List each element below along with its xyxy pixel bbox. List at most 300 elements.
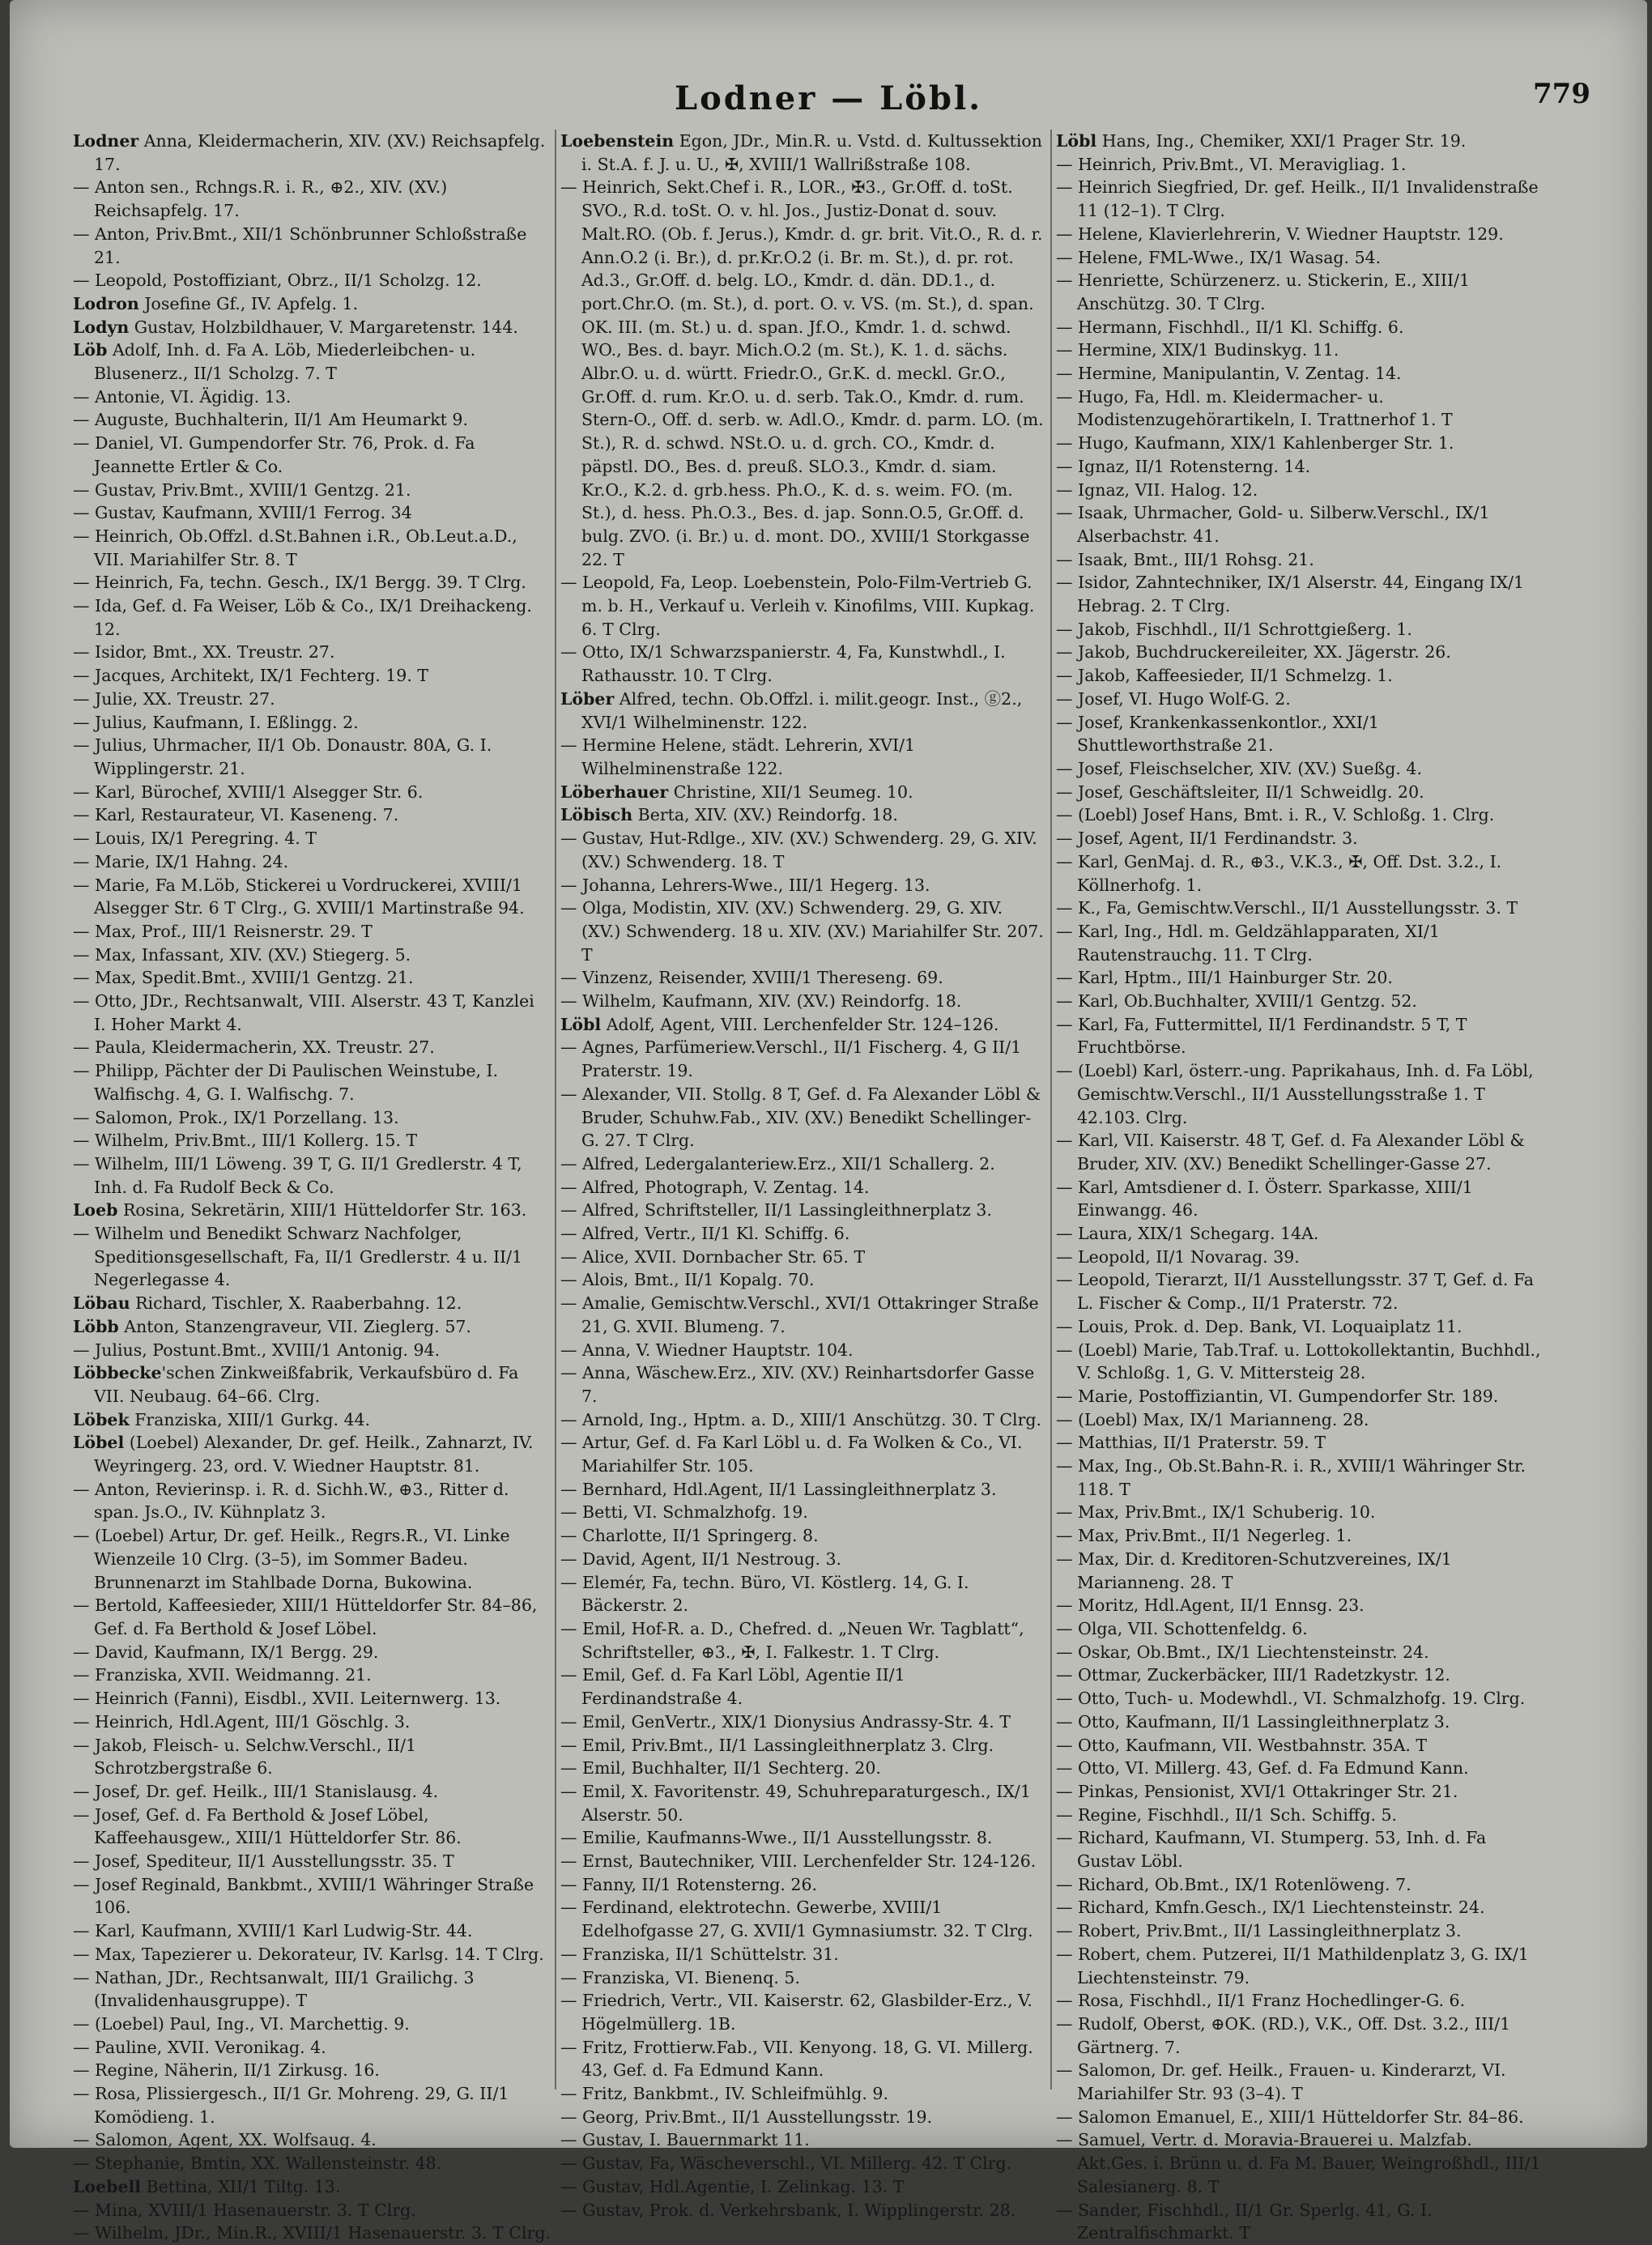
entry-text: — (Loebl) Max, IX/1 Marianneng. 28.	[1056, 1409, 1369, 1429]
entry-text: — Salomon Emanuel, E., XIII/1 Hütteldorfer Str. 84–86.	[1056, 2107, 1524, 2127]
directory-entry	[1056, 1431, 1542, 1455]
directory-entry	[73, 1036, 551, 1059]
entry-text: — Isaak, Uhrmacher, Gold- u. Silberw.Verschl., IX/1 Alserbachstr. 41.	[1056, 503, 1490, 546]
entry-text: — Jacques, Architekt, IX/1 Fechterg. 19. T	[73, 666, 429, 686]
entry-text: — Alice, XVII. Dornbacher Str. 65. T	[560, 1246, 866, 1267]
entry-text: — Karl, VII. Kaiserstr. 48 T, Gef. d. Fa Alexander Löbl & Bruder, XIV. (XV.) Benedikt Schellinger-Gasse 27.	[1056, 1131, 1525, 1174]
directory-entry	[560, 2175, 1046, 2199]
entry-text: — Richard, Kmfn.Gesch., IX/1 Liechtensteinstr. 24.	[1056, 1898, 1485, 1918]
directory-entry	[1056, 1176, 1542, 1222]
directory-entry	[1056, 966, 1542, 990]
column-middle	[560, 130, 1046, 2220]
entry-surname: Löbb	[73, 1316, 119, 1336]
entry-text: — Heinrich, Fa, techn. Gesch., IX/1 Bergg. 39. T Clrg.	[73, 573, 526, 593]
entry-text: — Gustav, Kaufmann, XVIII/1 Ferrog. 34	[73, 503, 412, 523]
directory-entry	[1056, 548, 1542, 572]
entry-text: — Hugo, Kaufmann, XIX/1 Kahlenberger Str. 1.	[1056, 433, 1454, 454]
entry-text: — Fritz, Frottierw.Fab., VII. Kenyong. 18, G. VI. Millerg. 43, Gef. d. Fa Edmund Kann.	[560, 2037, 1033, 2081]
directory-entry	[73, 1919, 551, 1943]
entry-text: — Josef, Dr. gef. Heilk., III/1 Stanislausg. 4.	[73, 1781, 439, 1801]
entry-text: — Bertold, Kaffeesieder, XIII/1 Hütteldorfer Str. 84–86, Gef. d. Fa Berthold & Josef Löbel.	[73, 1595, 538, 1638]
directory-entry	[1056, 1687, 1542, 1710]
entry-surname: Löbbecke	[73, 1363, 162, 1383]
directory-entry	[73, 1315, 551, 1339]
entry-text: Christine, XII/1 Seumeg. 10.	[668, 782, 913, 802]
directory-entry	[1056, 1873, 1542, 1897]
entry-text: Adolf, Agent, VIII. Lerchenfelder Str. 124–126.	[601, 1014, 999, 1034]
directory-entry	[560, 1292, 1046, 1338]
directory-entry	[1056, 2059, 1542, 2105]
entry-text: — Wilhelm und Benedikt Schwarz Nachfolger, Speditionsgesellschaft, Fa, II/1 Gredlerstr. 4 u. II/1 Negerlegasse 4.	[73, 1224, 523, 1290]
entry-surname: Loebenstein	[560, 131, 675, 151]
directory-entry	[73, 1966, 551, 2013]
entry-text: — Wilhelm, III/1 Löweng. 39 T, G. II/1 Gredlerstr. 4 T, Inh. d. Fa Rudolf Beck & Co.	[73, 1153, 522, 1197]
entry-text: — Ida, Gef. d. Fa Weiser, Löb & Co., IX/1 Dreihackeng. 12.	[73, 596, 532, 639]
directory-entry	[73, 1129, 551, 1152]
entry-text: — Max, Spedit.Bmt., XVIII/1 Gentzg. 21.	[73, 968, 414, 988]
entry-text: Adolf, Inh. d. Fa A. Löb, Miederleibchen- u. Blusenerz., II/1 Scholzg. 7. T	[94, 340, 476, 384]
directory-entry	[1056, 1641, 1542, 1664]
directory-entry	[1056, 1919, 1542, 1943]
directory-entry	[1056, 1455, 1542, 1501]
entry-text: — Stephanie, Bmtin, XX. Wallensteinstr. 48.	[73, 2153, 442, 2174]
entry-text: — Emil, Gef. d. Fa Karl Löbl, Agentie II/1 Ferdinandstraße 4.	[560, 1665, 905, 1709]
directory-entry	[560, 1617, 1046, 1664]
entry-text: — Emil, Priv.Bmt., II/1 Lassingleithnerplatz 3. Clrg.	[560, 1735, 994, 1755]
entry-text: — Otto, JDr., Rechtsanwalt, VIII. Alserstr. 43 T, Kanzlei I. Hoher Markt 4.	[73, 991, 534, 1034]
directory-entry	[73, 1687, 551, 1710]
directory-entry	[1056, 1524, 1542, 1548]
entry-text: — Hermine, XIX/1 Budinskyg. 11.	[1056, 340, 1339, 360]
directory-entry	[1056, 757, 1542, 781]
directory-entry	[73, 944, 551, 967]
directory-entry	[1056, 2128, 1542, 2198]
directory-entry	[73, 1710, 551, 1734]
entry-text: — Marie, Fa M.Löb, Stickerei u Vordruckerei, XVIII/1 Alsegger Str. 6 T Clrg., G. XVIII/1 Martinstraße 94.	[73, 875, 525, 918]
directory-entry	[73, 781, 551, 804]
directory-entry	[1056, 223, 1542, 246]
directory-entry	[1056, 688, 1542, 711]
entry-surname: Löbisch	[560, 805, 633, 825]
directory-entry	[73, 990, 551, 1036]
directory-entry	[560, 2199, 1046, 2222]
directory-entry	[560, 1989, 1046, 2035]
directory-entry	[73, 850, 551, 874]
directory-entry	[1056, 1315, 1542, 1339]
entry-text: — Emil, Hof-R. a. D., Chefred. d. „Neuen Wr. Tagblatt“, Schriftsteller, ⊕3., ✠, I. Falkestr. 1. T Clrg.	[560, 1619, 1024, 1662]
entry-text: — Karl, Amtsdiener d. I. Österr. Sparkasse, XIII/1 Einwangg. 46.	[1056, 1177, 1473, 1220]
directory-entry	[1056, 479, 1542, 502]
entry-text: — Olga, Modistin, XIV. (XV.) Schwenderg. 29, G. XIV. (XV.) Schwenderg. 18 u. XIV. (XV.) Mariahilfer Str. 207. T	[560, 898, 1044, 965]
entry-text: — Leopold, II/1 Novarag. 39.	[1056, 1246, 1300, 1267]
entry-text: — Alfred, Photograph, V. Zentag. 14.	[560, 1177, 870, 1197]
entry-text: — Rosa, Plissiergesch., II/1 Gr. Mohreng. 29, G. II/1 Komödieng. 1.	[73, 2084, 509, 2127]
directory-entry	[1056, 269, 1542, 315]
entry-text: — Bernhard, Hdl.Agent, II/1 Lassingleithnerplatz 3.	[560, 1479, 997, 1499]
entry-text: — Amalie, Gemischtw.Verschl., XVI/1 Ottakringer Straße 21, G. XVII. Blumeng. 7.	[560, 1293, 1039, 1336]
entry-text: — Julius, Uhrmacher, II/1 Ob. Donaustr. 80A, G. I. Wipplingerstr. 21.	[73, 735, 492, 778]
entry-text: — Johanna, Lehrers-Wwe., III/1 Hegerg. 13.	[560, 875, 930, 895]
entry-text: — Helene, Klavierlehrerin, V. Wiedner Hauptstr. 129.	[1056, 224, 1504, 244]
directory-entry	[560, 1850, 1046, 1873]
entry-text: — Betti, VI. Schmalzhofg. 19.	[560, 1502, 808, 1523]
entry-text: — Regine, Fischhdl., II/1 Sch. Schiffg. 5.	[1056, 1804, 1398, 1825]
entry-text: — Julius, Kaufmann, I. Eßlingg. 2.	[73, 712, 359, 732]
directory-entry	[560, 1199, 1046, 1222]
directory-entry	[73, 386, 551, 409]
directory-entry	[560, 1826, 1046, 1850]
directory-entry	[560, 827, 1046, 873]
directory-entry	[1056, 920, 1542, 966]
entry-text: — Anton, Revierinsp. i. R. d. Sichh.W., ⊕3., Ritter d. span. Js.O., IV. Kühnplatz 3.	[73, 1479, 509, 1523]
entry-surname: Lodyn	[73, 317, 130, 337]
entry-text: — Ignaz, VII. Halog. 12.	[1056, 479, 1258, 500]
directory-entry	[73, 408, 551, 432]
entry-text: — Heinrich, Priv.Bmt., VI. Meravigliag. 1.	[1056, 154, 1407, 174]
directory-entry	[1056, 501, 1542, 547]
entry-surname: Löbek	[73, 1409, 130, 1429]
entry-text: — Leopold, Tierarzt, II/1 Ausstellungsstr. 37 T, Gef. d. Fa L. Fischer & Comp., II/1 Praterstr. 72.	[1056, 1270, 1535, 1314]
directory-entry	[73, 2128, 551, 2152]
entry-text: — Robert, Priv.Bmt., II/1 Lassingleithnerplatz 3.	[1056, 1921, 1462, 1941]
entry-text: — Max, Tapezierer u. Dekorateur, IV. Karlsg. 14. T Clrg.	[73, 1944, 544, 1964]
directory-entry	[73, 1199, 551, 1222]
entry-text: — Auguste, Buchhalterin, II/1 Am Heumarkt 9.	[73, 410, 468, 430]
entry-text: — Matthias, II/1 Praterstr. 59. T	[1056, 1433, 1326, 1453]
directory-entry	[1056, 130, 1542, 153]
entry-text: — Laura, XIX/1 Schegarg. 14A.	[1056, 1224, 1319, 1244]
directory-entry	[560, 897, 1046, 966]
entry-text: — Emil, GenVertr., XIX/1 Dionysius Andrassy-Str. 4. T	[560, 1711, 1011, 1732]
directory-entry	[1056, 1617, 1542, 1641]
entry-text: — Josef, VI. Hugo Wolf-G. 2.	[1056, 688, 1291, 709]
entry-text: — Karl, GenMaj. d. R., ⊕3., V.K.3., ✠, Off. Dst. 3.2., I. Köllnerhofg. 1.	[1056, 851, 1502, 895]
entry-text: — Samuel, Vertr. d. Moravia-Brauerei u. Malzfab. Akt.Ges. i. Brünn u. d. Fa M. Bauer, Weingroßhdl., III/1 Salesianerg. 8. T	[1056, 2130, 1541, 2196]
entry-text: — Anton sen., Rchngs.R. i. R., ⊕2., XIV. (XV.) Reichsapfelg. 17.	[73, 177, 448, 221]
entry-text: — Franziska, VI. Bienenq. 5.	[560, 1967, 800, 1987]
directory-entry	[73, 571, 551, 594]
entry-text: — Alfred, Vertr., II/1 Kl. Schiffg. 6.	[560, 1224, 850, 1244]
entry-text: — Isaak, Bmt., III/1 Rohsg. 21.	[1056, 549, 1314, 569]
directory-entry	[1056, 1059, 1542, 1129]
directory-entry	[560, 641, 1046, 687]
entry-text: — Marie, Postoffiziantin, VI. Gumpendorfer Str. 189.	[1056, 1386, 1499, 1406]
entry-text: — Regine, Näherin, II/1 Zirkusg. 16.	[73, 2060, 380, 2081]
directory-entry	[1056, 803, 1542, 827]
directory-entry	[73, 1594, 551, 1640]
directory-entry	[73, 1804, 551, 1850]
entry-text: — Jakob, Fleisch- u. Selchw.Verschl., II/1 Schrotzbergstraße 6.	[73, 1735, 417, 1779]
entry-text: — Pinkas, Pensionist, XVI/1 Ottakringer Str. 21.	[1056, 1781, 1458, 1801]
directory-entry	[560, 1548, 1046, 1571]
directory-entry	[1056, 1989, 1542, 2013]
directory-entry	[1056, 1385, 1542, 1408]
entry-text: — Agnes, Parfümeriew.Verschl., II/1 Fischerg. 4, G II/1 Praterstr. 19.	[560, 1037, 1022, 1081]
entry-text: — Gustav, Priv.Bmt., XVIII/1 Gentzg. 21.	[73, 479, 411, 500]
entry-text: — Josef, Fleischselcher, XIV. (XV.) Sueßg. 4.	[1056, 758, 1422, 778]
entry-text: — Gustav, Prok. d. Verkehrsbank, I. Wipplingerstr. 28.	[560, 2200, 1016, 2220]
entry-text: — Arnold, Ing., Hptm. a. D., XIII/1 Anschützg. 30. T Clrg.	[560, 1409, 1042, 1429]
directory-entry	[560, 1571, 1046, 1617]
directory-entry	[73, 664, 551, 688]
entry-text: — Daniel, VI. Gumpendorfer Str. 76, Prok. d. Fa Jeannette Ertler & Co.	[73, 433, 475, 476]
entry-text: — Moritz, Hdl.Agent, II/1 Ennsg. 23.	[1056, 1595, 1365, 1616]
entry-text: — Olga, VII. Schottenfeldg. 6.	[1056, 1619, 1308, 1638]
entry-text: — Heinrich, Sekt.Chef i. R., LOR., ✠3., Gr.Off. d. toSt. SVO., R.d. toSt. O. v. hl. Jos., Justiz-Donat d. souv. Malt.RO. (Ob. f. Jerus.), Kmdr. d. gr. brit. Vit.O., R. d. r. Ann.O.2 (i. Br.), d. pr.Kr.O.2 (i. Br. m. St.), d. pr. rot. Ad.3., Gr.Off. d. belg. LO., Kmdr. d. dän. DD.1., d. port.Chr.O. (m. St.), d. port. O. v. VS. (m. St.), d. span. OK. III. (m. St.) u. d. span. Jf.O., Kmdr. 1. d. schwd. WO., Bes. d. bayr. Mich.O.2 (m. St.), K. 1. d. sächs. Albr.O. u. d. württ. Friedr.O., Gr.K. d. meckl. Gr.O., Gr.Off. d. rum. Kr.O. u. d. serb. Tak.O., Kmdr. d. rum. Stern-O., Off. d. serb. w. Adl.O., Kmdr. d. parm. LO. (m. St.), R. d. schwd. NSt.O. u. d. grch. CO., Kmdr. d. päpstl. DO., Bes. d. preuß. SLO.3., Kmdr. d. siam. Kr.O., K.2. d. grb.hess. Ph.O., K. d. s. weim. FO. (m. St.), d. hess. Ph.O.3., Bes. d. jap. Sonn.O.5, Gr.Off. d. bulg. ZVO. (i. Br.) u. d. mont. DO., XVIII/1 Storkgasse 22. T	[560, 177, 1044, 569]
column-divider	[1050, 130, 1052, 2090]
entry-text: — Robert, chem. Putzerei, II/1 Mathildenplatz 3, G. IX/1 Liechtensteinstr. 79.	[1056, 1944, 1529, 1987]
directory-entry	[73, 432, 551, 478]
entry-text: — David, Kaufmann, IX/1 Bergg. 29.	[73, 1642, 379, 1662]
directory-entry	[1056, 1826, 1542, 1872]
directory-entry	[73, 316, 551, 339]
entry-text: — Paula, Kleidermacherin, XX. Treustr. 27.	[73, 1037, 435, 1058]
entry-text: — Max, Prof., III/1 Reisnerstr. 29. T	[73, 921, 373, 941]
directory-entry	[1056, 176, 1542, 222]
entry-text: — Max, Priv.Bmt., IX/1 Schuberig. 10.	[1056, 1502, 1376, 1523]
entry-text: — Helene, FML-Wwe., IX/1 Wasag. 54.	[1056, 247, 1382, 267]
directory-entry	[1056, 432, 1542, 455]
directory-entry	[1056, 897, 1542, 920]
directory-entry	[73, 1780, 551, 1804]
directory-entry	[560, 781, 1046, 804]
directory-entry	[560, 734, 1046, 780]
directory-entry	[560, 2036, 1046, 2082]
directory-entry	[1056, 1501, 1542, 1524]
entry-surname: Löbl	[1056, 131, 1097, 151]
directory-entry	[560, 1036, 1046, 1082]
entry-text: — (Loebel) Artur, Dr. gef. Heilk., Regrs.R., VI. Linke Wienzeile 10 Clrg. (3–5), im Sommer Badeu. Brunnenarzt im Stahlbade Dorna, Bukowina.	[73, 1526, 510, 1592]
entry-text: — Josef, Geschäftsleiter, II/1 Schweidlg. 20.	[1056, 782, 1424, 802]
directory-entry	[1056, 246, 1542, 270]
entry-text: — Max, Priv.Bmt., II/1 Negerleg. 1.	[1056, 1526, 1352, 1546]
directory-entry	[560, 1524, 1046, 1548]
directory-entry	[560, 1246, 1046, 1269]
directory-entry	[73, 1222, 551, 1292]
directory-entry	[1056, 1129, 1542, 1175]
entry-text: — Josef, Krankenkassenkontlor., XXI/1 Shuttleworthstraße 21.	[1056, 712, 1379, 756]
directory-entry	[1056, 827, 1542, 850]
directory-entry	[1056, 386, 1542, 432]
directory-entry	[73, 874, 551, 920]
entry-text: — Antonie, VI. Ägidig. 13.	[73, 386, 292, 407]
directory-entry	[560, 803, 1046, 827]
entry-text: — Hermine, Manipulantin, V. Zentag. 14.	[1056, 364, 1402, 384]
entry-text: — Hermann, Fischhdl., II/1 Kl. Schiffg. 6.	[1056, 317, 1404, 337]
entry-text: — (Loebl) Josef Hans, Bmt. i. R., V. Schloßg. 1. Clrg.	[1056, 805, 1495, 825]
entry-text: — Wilhelm, Priv.Bmt., III/1 Kollerg. 15. T	[73, 1131, 418, 1151]
directory-entry	[560, 1734, 1046, 1757]
directory-entry	[560, 2082, 1046, 2106]
entry-text: — Karl, Ing., Hdl. m. Geldzählapparaten, XI/1 Rautenstrauchg. 11. T Clrg.	[1056, 921, 1440, 965]
directory-entry	[73, 525, 551, 571]
entry-surname: Löberhauer	[560, 782, 669, 802]
entry-text: — Rudolf, Oberst, ⊕OK. (RD.), V.K., Off. Dst. 3.2., III/1 Gärtnerg. 7.	[1056, 2013, 1511, 2057]
directory-entry	[1056, 339, 1542, 362]
entry-text: Rosina, Sekretärin, XIII/1 Hütteldorfer Str. 163.	[117, 1200, 527, 1220]
entry-text: — Alfred, Schriftsteller, II/1 Lassingleithnerplatz 3.	[560, 1200, 992, 1220]
directory-entry	[560, 571, 1046, 641]
directory-entry	[73, 594, 551, 641]
directory-entry	[560, 1478, 1046, 1502]
entry-surname: Loeb	[73, 1200, 118, 1220]
entry-text: (Loebel) Alexander, Dr. gef. Heilk., Zahnarzt, IV. Weyringerg. 23, ord. V. Wiedner Hauptstr. 81.	[94, 1433, 534, 1476]
entry-text: — Karl, Fa, Futtermittel, II/1 Ferdinandstr. 5 T, T Fruchtbörse.	[1056, 1014, 1467, 1058]
entry-text: — Elemér, Fa, techn. Büro, VI. Köstlerg. 14, G. I. Bäckerstr. 2.	[560, 1572, 969, 1616]
directory-entry	[73, 2036, 551, 2060]
entry-text: — Gustav, I. Bauernmarkt 11.	[560, 2130, 810, 2150]
entry-text: — Hermine Helene, städt. Lehrerin, XVI/1 Wilhelminenstraße 122.	[560, 735, 916, 778]
entry-text: — Anna, Wäschew.Erz., XIV. (XV.) Reinhartsdorfer Gasse 7.	[560, 1363, 1035, 1406]
directory-entry	[560, 1757, 1046, 1780]
entry-text: — Karl, Ob.Buchhalter, XVIII/1 Gentzg. 52.	[1056, 991, 1417, 1012]
directory-entry	[1056, 1896, 1542, 1919]
entry-text: — Artur, Gef. d. Fa Karl Löbl u. d. Fa Wolken & Co., VI. Mariahilfer Str. 105.	[560, 1433, 1023, 1476]
directory-entry	[1056, 618, 1542, 641]
directory-entry	[560, 1780, 1046, 1826]
entry-text: — Friedrich, Vertr., VII. Kaiserstr. 62, Glasbilder-Erz., V. Högelmüllerg. 1B.	[560, 1991, 1032, 2034]
page-header	[10, 73, 1647, 130]
entry-text: — Louis, IX/1 Peregring. 4. T	[73, 829, 317, 849]
entry-text: — Salomon, Prok., IX/1 Porzellang. 13.	[73, 1107, 399, 1127]
directory-entry	[1056, 316, 1542, 339]
entry-text: — David, Agent, II/1 Nestroug. 3.	[560, 1548, 842, 1569]
directory-entry	[73, 920, 551, 944]
directory-entry	[73, 501, 551, 525]
entry-text: — Julius, Postunt.Bmt., XVIII/1 Antonig. 94.	[73, 1340, 441, 1360]
directory-entry	[560, 1664, 1046, 1710]
entry-text: — Louis, Prok. d. Dep. Bank, VI. Loquaiplatz 11.	[1056, 1316, 1463, 1336]
directory-entry	[1056, 1548, 1542, 1594]
entry-text: — Fritz, Bankbmt., IV. Schleifmühlg. 9.	[560, 2084, 888, 2104]
entry-text: — Josef, Spediteur, II/1 Ausstellungsstr. 35. T	[73, 1851, 454, 1872]
entry-text: — Isidor, Bmt., XX. Treustr. 27.	[73, 642, 335, 662]
directory-entry	[560, 1873, 1046, 1897]
directory-entry	[560, 1710, 1046, 1734]
entry-text: — Gustav, Fa, Wäscheverschl., VI. Millerg. 42. T Clrg.	[560, 2153, 1012, 2174]
directory-entry	[73, 1106, 551, 1130]
directory-entry	[73, 292, 551, 316]
directory-entry	[1056, 850, 1542, 897]
directory-entry	[1056, 664, 1542, 688]
entry-surname: Loebell	[73, 2176, 142, 2196]
entry-text: Anton, Stanzengraveur, VII. Zieglerg. 57.	[118, 1316, 471, 1336]
entry-text: — Wilhelm, Kaufmann, XIV. (XV.) Reindorfg. 18.	[560, 991, 962, 1012]
entry-text: — Pauline, XVII. Veronikag. 4.	[73, 2037, 326, 2057]
entry-text: — Jakob, Fischhdl., II/1 Schrottgießerg. 1.	[1056, 619, 1412, 639]
entry-text: — Fanny, II/1 Rotensterng. 26.	[560, 1874, 818, 1894]
directory-entry	[73, 130, 551, 176]
directory-entry	[560, 1501, 1046, 1524]
entry-surname: Löbl	[560, 1014, 602, 1034]
entry-text: Egon, JDr., Min.R. u. Vstd. d. Kultussektion i. St.A. f. J. u. U., ✠, XVIII/1 Wallrißstraße 108.	[581, 131, 1042, 174]
entry-text: — Emil, Buchhalter, II/1 Sechterg. 20.	[560, 1758, 881, 1779]
entry-text: — Hugo, Fa, Hdl. m. Kleidermacher- u. Modistenzugehörartikeln, I. Trattnerhof 1. T	[1056, 386, 1453, 430]
entry-text: — Nathan, JDr., Rechtsanwalt, III/1 Grailichg. 3 (Invalidenhausgruppe). T	[73, 1967, 475, 2011]
entry-text: — Richard, Kaufmann, VI. Stumperg. 53, Inh. d. Fa Gustav Löbl.	[1056, 1828, 1487, 1872]
entry-surname: Löbel	[73, 1433, 125, 1453]
entry-text: — Otto, Kaufmann, II/1 Lassingleithnerplatz 3.	[1056, 1711, 1450, 1732]
directory-entry	[73, 2152, 551, 2175]
entry-text: — Jakob, Buchdruckereileiter, XX. Jägerstr. 26.	[1056, 642, 1451, 662]
entry-text: — Franziska, XVII. Weidmanng. 21.	[73, 1665, 372, 1685]
directory-entry	[560, 1943, 1046, 1966]
entry-text: — Mina, XVIII/1 Hasenauerstr. 3. T Clrg.	[73, 2200, 416, 2220]
directory-entry	[73, 176, 551, 222]
directory-entry	[1056, 1594, 1542, 1617]
entry-text: Josefine Gf., IV. Apfelg. 1.	[138, 293, 359, 313]
entry-text: — Max, Infassant, XIV. (XV.) Stiegerg. 5.	[73, 944, 411, 965]
directory-entry	[560, 130, 1046, 176]
entry-text: — Heinrich Siegfried, Dr. gef. Heilk., II/1 Invalidenstraße 11 (12–1). T Clrg.	[1056, 177, 1539, 221]
directory-entry	[73, 688, 551, 711]
entry-text: — Wilhelm, JDr., Min.R., XVIII/1 Hasenauerstr. 3. T Clrg.	[73, 2223, 551, 2243]
entry-text: — Anna, V. Wiedner Hauptstr. 104.	[560, 1340, 854, 1360]
entry-text: — Otto, VI. Millerg. 43, Gef. d. Fa Edmund Kann.	[1056, 1758, 1469, 1779]
entry-text: — Heinrich, Hdl.Agent, III/1 Göschlg. 3.	[73, 1711, 411, 1732]
entry-surname: Löbau	[73, 1293, 130, 1314]
entry-text: — Karl, Kaufmann, XVIII/1 Karl Ludwig-Str. 44.	[73, 1921, 473, 1941]
directory-entry	[1056, 1780, 1542, 1804]
directory-entry	[560, 2152, 1046, 2175]
directory-entry	[560, 1966, 1046, 1990]
directory-entry	[73, 2059, 551, 2082]
directory-entry	[1056, 1757, 1542, 1780]
directory-entry	[73, 479, 551, 502]
directory-entry	[73, 1873, 551, 1919]
directory-entry	[560, 1268, 1046, 1292]
entry-text: — Alois, Bmt., II/1 Kopalg. 70.	[560, 1270, 815, 1290]
directory-entry	[73, 1641, 551, 1664]
directory-entry	[1056, 990, 1542, 1013]
entry-text: Richard, Tischler, X. Raaberbahng. 12.	[130, 1293, 462, 1314]
directory-entry	[560, 2128, 1046, 2152]
entry-surname: Löb	[73, 340, 108, 360]
directory-entry	[73, 1431, 551, 1477]
entry-text: 'schen Zinkweißfabrik, Verkaufsbüro d. Fa VII. Neubaug. 64–66. Clrg.	[94, 1363, 519, 1406]
entry-text: — Max, Ing., Ob.St.Bahn-R. i. R., XVIII/1 Währinger Str. 118. T	[1056, 1456, 1526, 1499]
directory-entry	[1056, 781, 1542, 804]
entry-text: Berta, XIV. (XV.) Reindorfg. 18.	[632, 805, 898, 825]
entry-text: — Karl, Bürochef, XVIII/1 Alsegger Str. 6.	[73, 782, 424, 802]
directory-entry	[560, 1152, 1046, 1176]
entry-text: — Leopold, Postoffiziant, Obrz., II/1 Scholzg. 12.	[73, 271, 482, 291]
entry-text: — Otto, IX/1 Schwarzspanierstr. 4, Fa, Kunstwhdl., I. Rathausstr. 10. T Clrg.	[560, 642, 1006, 686]
entry-text: — Anton, Priv.Bmt., XII/1 Schönbrunner Schloßstraße 21.	[73, 224, 527, 267]
directory-entry	[1056, 1268, 1542, 1314]
directory-entry	[73, 734, 551, 780]
entry-text: — Otto, Kaufmann, VII. Westbahnstr. 35A. T	[1056, 1735, 1428, 1755]
directory-entry	[1056, 1222, 1542, 1246]
entry-text: — Marie, IX/1 Hahng. 24.	[73, 851, 289, 871]
directory-entry	[73, 803, 551, 827]
directory-entry	[1056, 1664, 1542, 1687]
entry-text: — Heinrich (Fanni), Eisdbl., XVII. Leiternwerg. 13.	[73, 1689, 501, 1709]
directory-entry	[1056, 1408, 1542, 1432]
directory-entry	[73, 1152, 551, 1199]
entry-text: — Max, Dir. d. Kreditoren-Schutzvereines, IX/1 Marianneng. 28. T	[1056, 1548, 1452, 1592]
entry-surname: Löber	[560, 688, 615, 709]
directory-entry	[1056, 362, 1542, 386]
directory-entry	[73, 2013, 551, 2036]
entry-text: — Franziska, II/1 Schüttelstr. 31.	[560, 1944, 839, 1964]
directory-entry	[73, 827, 551, 850]
directory-entry	[1056, 711, 1542, 757]
directory-entry	[560, 2106, 1046, 2129]
directory-entry	[1056, 1013, 1542, 1059]
directory-entry	[1056, 1943, 1542, 1989]
directory-entry	[73, 641, 551, 664]
